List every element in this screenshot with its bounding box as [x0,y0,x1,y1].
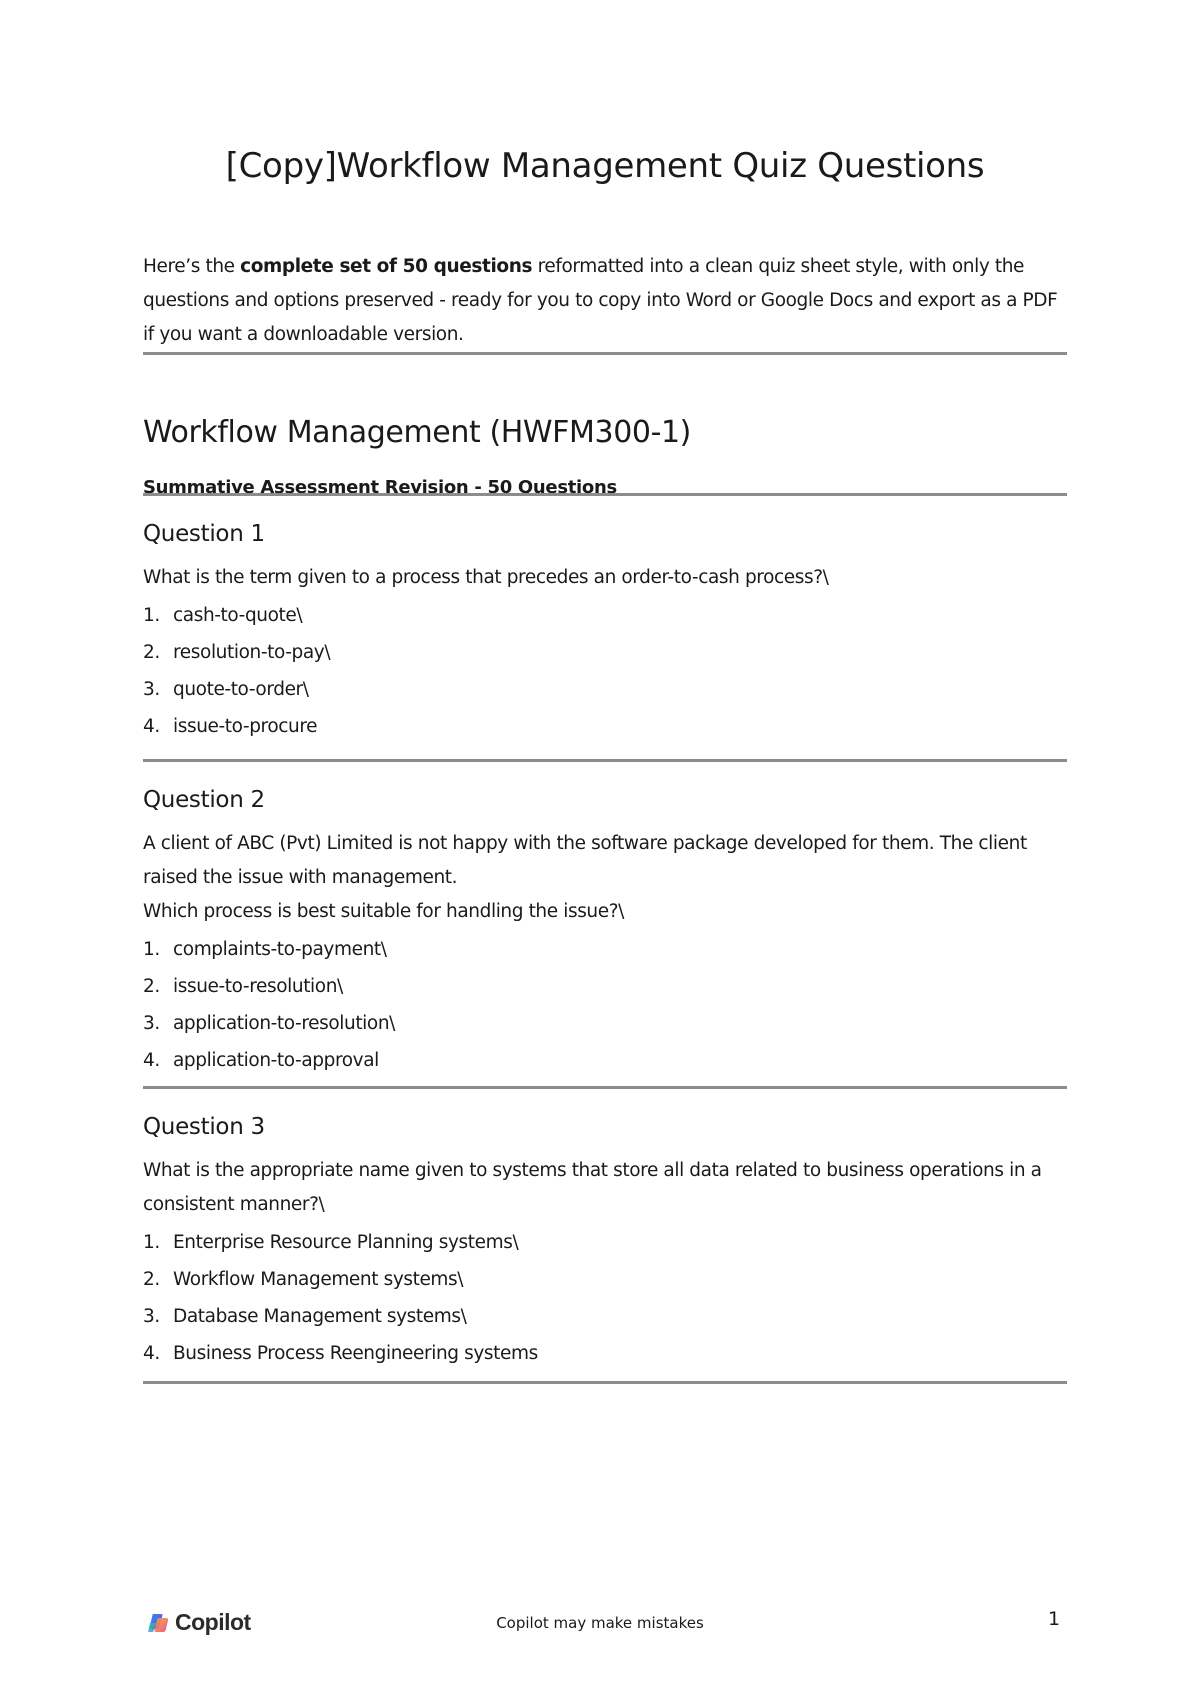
option-label: Business Process Reengineering systems [173,1343,538,1364]
option-number: 3. [143,1306,160,1327]
option-item [143,1337,1067,1374]
section-subtitle: Summative Assessment Revision - 50 Questions [143,477,617,498]
document-title: [Copy]Workflow Management Quiz Questions [225,146,985,186]
section-title: Workflow Management (HWFM300-1) [143,415,691,450]
option-item [143,1263,1067,1300]
intro-text-end: reformatted into a clean quiz sheet style, with only the questions and options preserved - ready for you to copy into Word or Google Docs and export as a PDF if you want a downloadable version. [143,256,1058,345]
option-label: Workflow Management systems\ [173,1269,464,1290]
question-text: A client of ABC (Pvt) Limited is not happy with the software package developed for them. The client raised the issue with management. [143,833,1027,888]
option-list [143,933,1067,1081]
option-label: issue-to-procure [173,716,318,737]
question-text-continued: Which process is best suitable for handling the issue?\ [143,901,624,922]
question-text: What is the term given to a process that precedes an order-to-cash process?\ [143,567,829,588]
question-heading: Question 2 [143,787,265,813]
option-list [143,599,1067,747]
option-item [143,673,1067,710]
option-label: complaints-to-payment\ [173,939,387,960]
option-item [143,636,1067,673]
divider [143,1381,1067,1384]
option-number: 3. [143,679,160,700]
option-label: issue-to-resolution\ [173,976,343,997]
option-number: 1. [143,1232,160,1253]
question-3 [143,1110,1067,1374]
option-number: 3. [143,1013,160,1034]
option-item [143,1300,1067,1337]
option-item [143,1044,1067,1081]
footer-disclaimer: Copilot may make mistakes [496,1614,704,1632]
page-number: 1 [1048,1608,1061,1630]
divider [143,352,1067,355]
intro-bold-text: complete set of 50 questions [240,256,533,277]
option-label: application-to-approval [173,1050,379,1071]
question-2 [143,783,1067,1081]
option-label: Database Management systems\ [173,1306,467,1327]
option-item [143,1007,1067,1044]
question-text: What is the appropriate name given to systems that store all data related to business operations in a consistent manner?\ [143,1160,1042,1215]
divider [143,1086,1067,1089]
question-1 [143,517,1067,747]
option-label: cash-to-quote\ [173,605,303,626]
option-label: Enterprise Resource Planning systems\ [173,1232,519,1253]
option-item [143,1226,1067,1263]
copilot-logo-text: Copilot [175,1609,251,1635]
option-item [143,970,1067,1007]
option-number: 1. [143,939,160,960]
option-number: 4. [143,716,160,737]
divider [143,493,1067,496]
intro-text-start: Here’s the [143,256,241,277]
option-number: 4. [143,1343,160,1364]
option-item [143,710,1067,747]
divider [143,759,1067,762]
option-item [143,599,1067,636]
question-heading: Question 1 [143,521,265,547]
question-heading: Question 3 [143,1114,265,1140]
option-number: 2. [143,976,160,997]
option-number: 1. [143,605,160,626]
option-number: 4. [143,1050,160,1071]
option-label: application-to-resolution\ [173,1013,395,1034]
intro-paragraph [143,250,1067,352]
option-number: 2. [143,1269,160,1290]
option-list [143,1226,1067,1374]
option-number: 2. [143,642,160,663]
option-item [143,933,1067,970]
option-label: quote-to-order\ [173,679,309,700]
option-label: resolution-to-pay\ [173,642,331,663]
